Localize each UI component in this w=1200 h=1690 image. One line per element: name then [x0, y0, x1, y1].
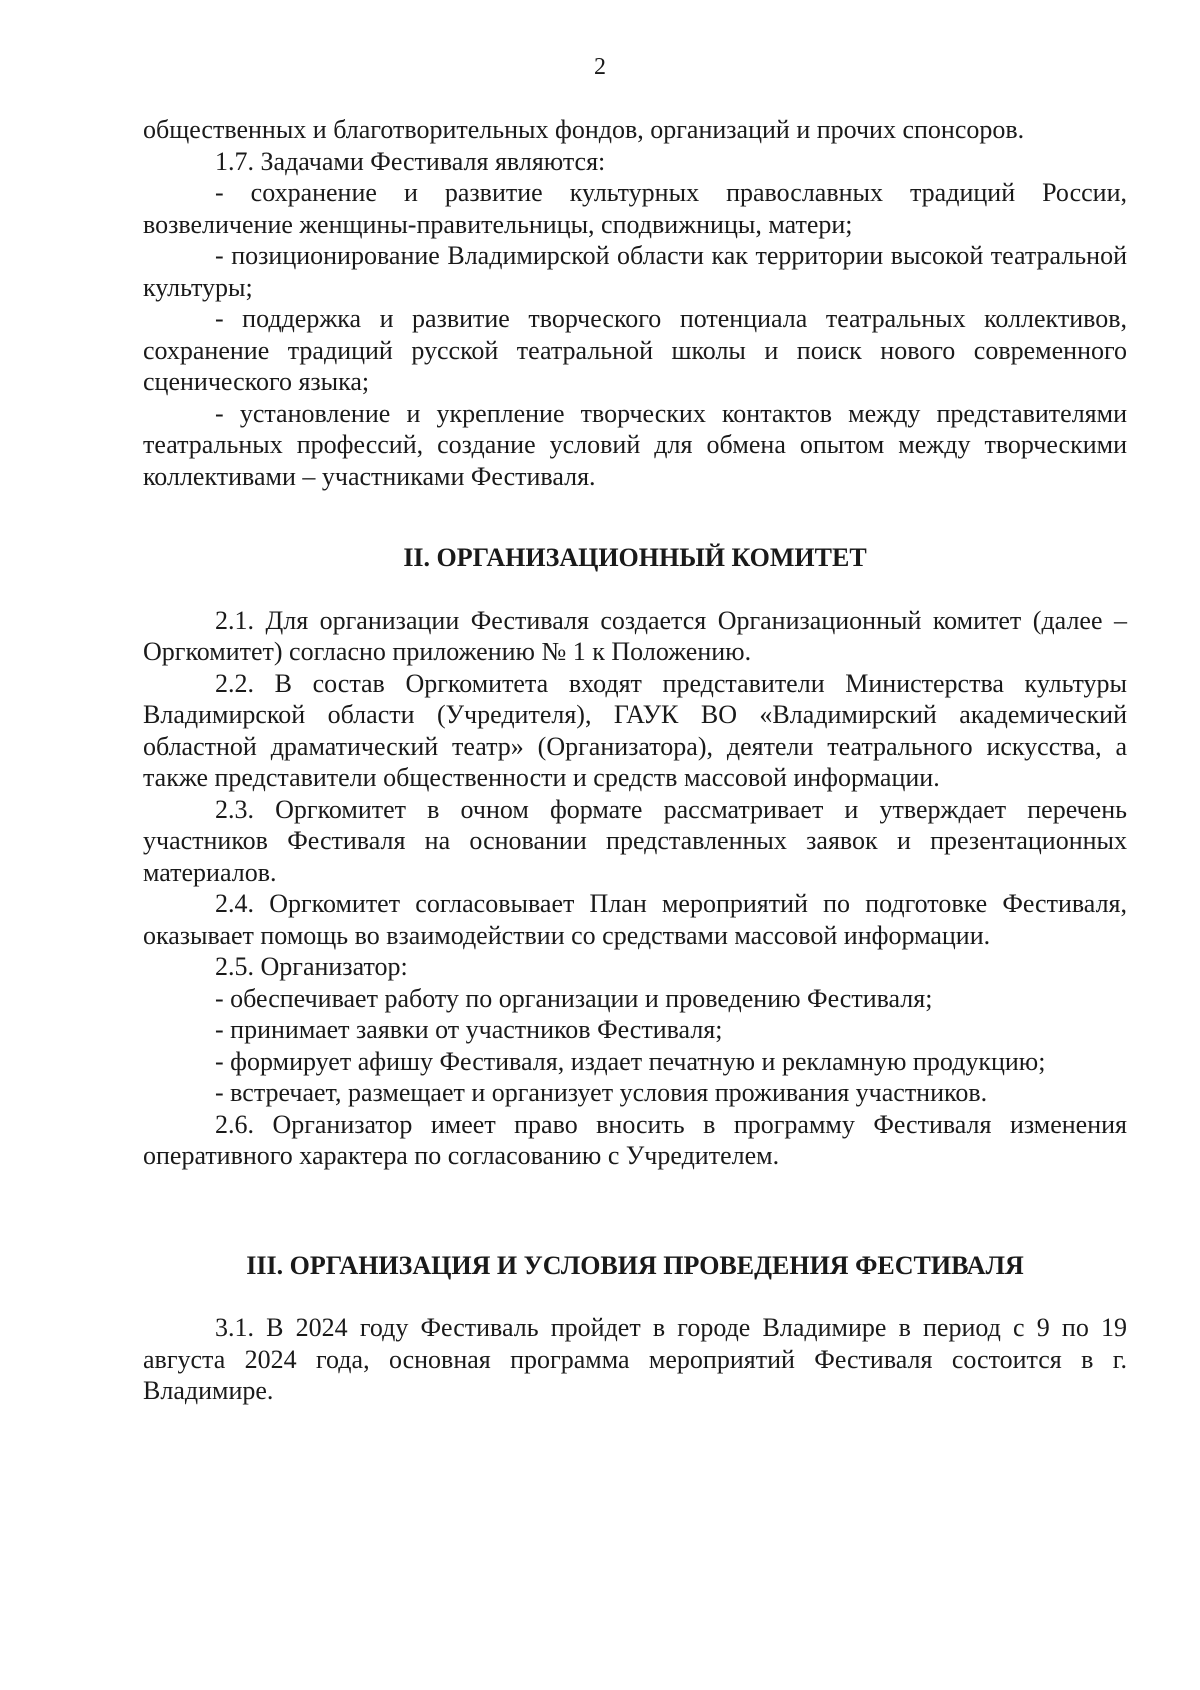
paragraph-1-7: 1.7. Задачами Фестиваля являются: [215, 146, 606, 176]
document-body [143, 114, 1127, 1407]
organizer-item-3: - формирует афишу Фестиваля, издает печатную и рекламную продукцию; [215, 1046, 1046, 1076]
paragraph-2-6: 2.6. Организатор имеет право вносить в программу Фестиваля изменения оперативного характера по согласованию с Учредителем. [143, 1109, 1127, 1170]
task-item-2: - позиционирование Владимирской области как территории высокой театральной культуры; [143, 241, 1127, 302]
organizer-item-1: - обеспечивает работу по организации и проведению Фестиваля; [215, 983, 933, 1013]
organizer-item-2: - принимает заявки от участников Фестиваля; [215, 1015, 723, 1044]
paragraph-continuation: общественных и благотворительных фондов, организаций и прочих спонсоров. [143, 115, 1025, 144]
paragraph-2-2: 2.2. В состав Оргкомитета входят представители Министерства культуры Владимирской области (Учредителя), ГАУК ВО «Владимирский академический областной драматический театр» (Организатора), деятели театрального искусства, а также представители общественности и средств массовой информации. [143, 668, 1127, 792]
paragraph-2-5: 2.5. Организатор: [215, 952, 408, 981]
task-item-1: - сохранение и развитие культурных православных традиций России, возвеличение женщины-правительницы, сподвижницы, матери; [143, 178, 1127, 239]
paragraph-2-1: 2.1. Для организации Фестиваля создается Организационный комитет (далее – Оргкомитет) согласно приложению № 1 к Положению. [143, 605, 1127, 666]
page-number: 2 [594, 54, 606, 80]
organizer-item-4: - встречает, размещает и организует условия проживания участников. [215, 1078, 988, 1107]
paragraph-2-4: 2.4. Оргкомитет согласовывает План мероприятий по подготовке Фестиваля, оказывает помощь во взаимодействии со средствами массовой информации. [143, 889, 1127, 950]
section-heading-2: II. ОРГАНИЗАЦИОННЫЙ КОМИТЕТ [403, 543, 867, 572]
task-item-3: - поддержка и развитие творческого потенциала театральных коллективов, сохранение традиций русской театральной школы и поиск нового современного сценического языка; [143, 304, 1127, 396]
paragraph-3-1: 3.1. В 2024 году Фестиваль пройдет в городе Владимире в период с 9 по 19 августа 2024 года, основная программа мероприятий Фестиваля состоится в г. Владимире. [143, 1313, 1127, 1405]
paragraph-2-3: 2.3. Оргкомитет в очном формате рассматривает и утверждает перечень участников Фестиваля на основании представленных заявок и презентационных материалов. [143, 794, 1127, 887]
task-item-4: - установление и укрепление творческих контактов между представителями театральных профессий, создание условий для обмена опытом между творческими коллективами – участниками Фестиваля. [143, 398, 1127, 491]
section-heading-3: III. ОРГАНИЗАЦИЯ И УСЛОВИЯ ПРОВЕДЕНИЯ ФЕСТИВАЛЯ [246, 1250, 1024, 1280]
